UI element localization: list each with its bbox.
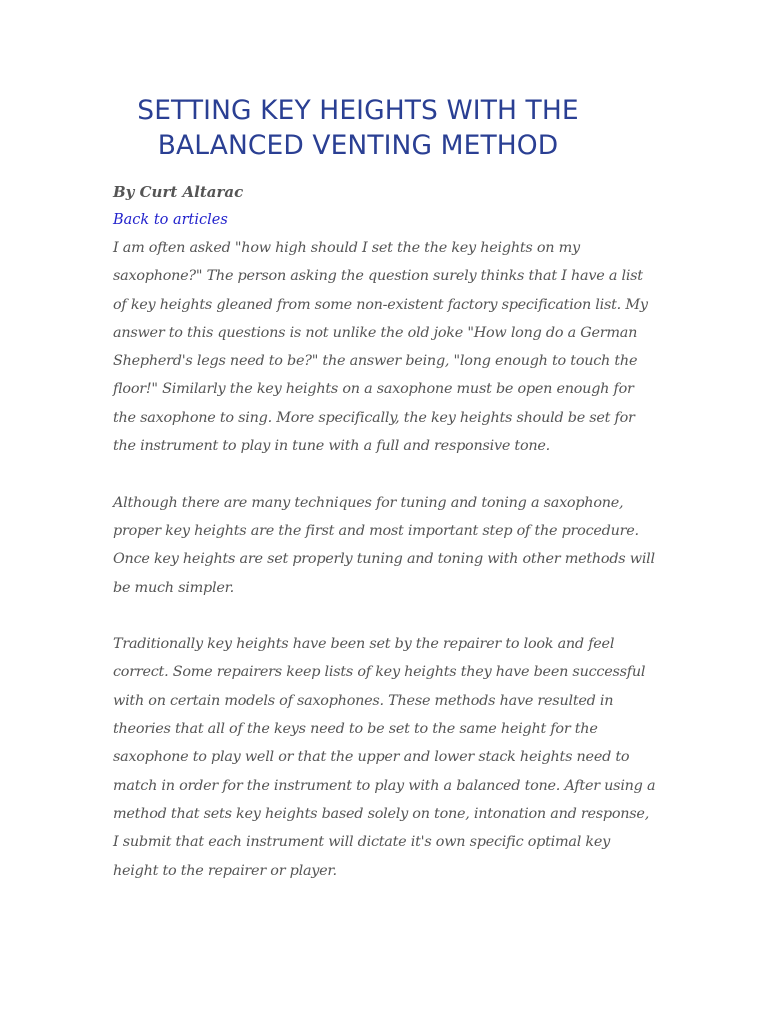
article-title: SETTING KEY HEIGHTS WITH THE BALANCED VENTING METHOD: [137, 95, 579, 161]
article-byline: By Curt Altarac: [113, 183, 244, 201]
article-paragraph: Traditionally key heights have been set by the repairer to look and feel correct. Some repairers keep lists of key heights they have been successful with on certain models of saxophones. These methods have resulted in theories that all of the keys need to be set to the same height for the saxophone to play well or that the upper and lower stack heights need to match in order for the instrument to play with a balanced tone. After using a method that sets key heights based solely on tone, intonation and response, I submit that each instrument will dictate it's own specific optimal key height to the repairer or player.: [113, 636, 656, 879]
article-paragraph: Although there are many techniques for tuning and toning a saxophone, proper key heights are the first and most important step of the procedure. Once key heights are set properly tuning and toning with other methods will be much simpler.: [113, 494, 655, 596]
article-paragraph: I am often asked "how high should I set the the key heights on my saxophone?" The person asking the question surely thinks that I have a list of key heights gleaned from some non-existent factory specification list. My answer to this questions is not unlike the old joke "How long do a German Shepherd's legs need to be?" the answer being, "long enough to touch the floor!" Similarly the key heights on a saxophone must be open enough for the saxophone to sing. More specifically, the key heights should be set for the instrument to play in tune with a full and responsive tone.: [113, 240, 648, 455]
article: [113, 93, 658, 885]
back-to-articles-link[interactable]: Back to articles: [113, 212, 228, 228]
